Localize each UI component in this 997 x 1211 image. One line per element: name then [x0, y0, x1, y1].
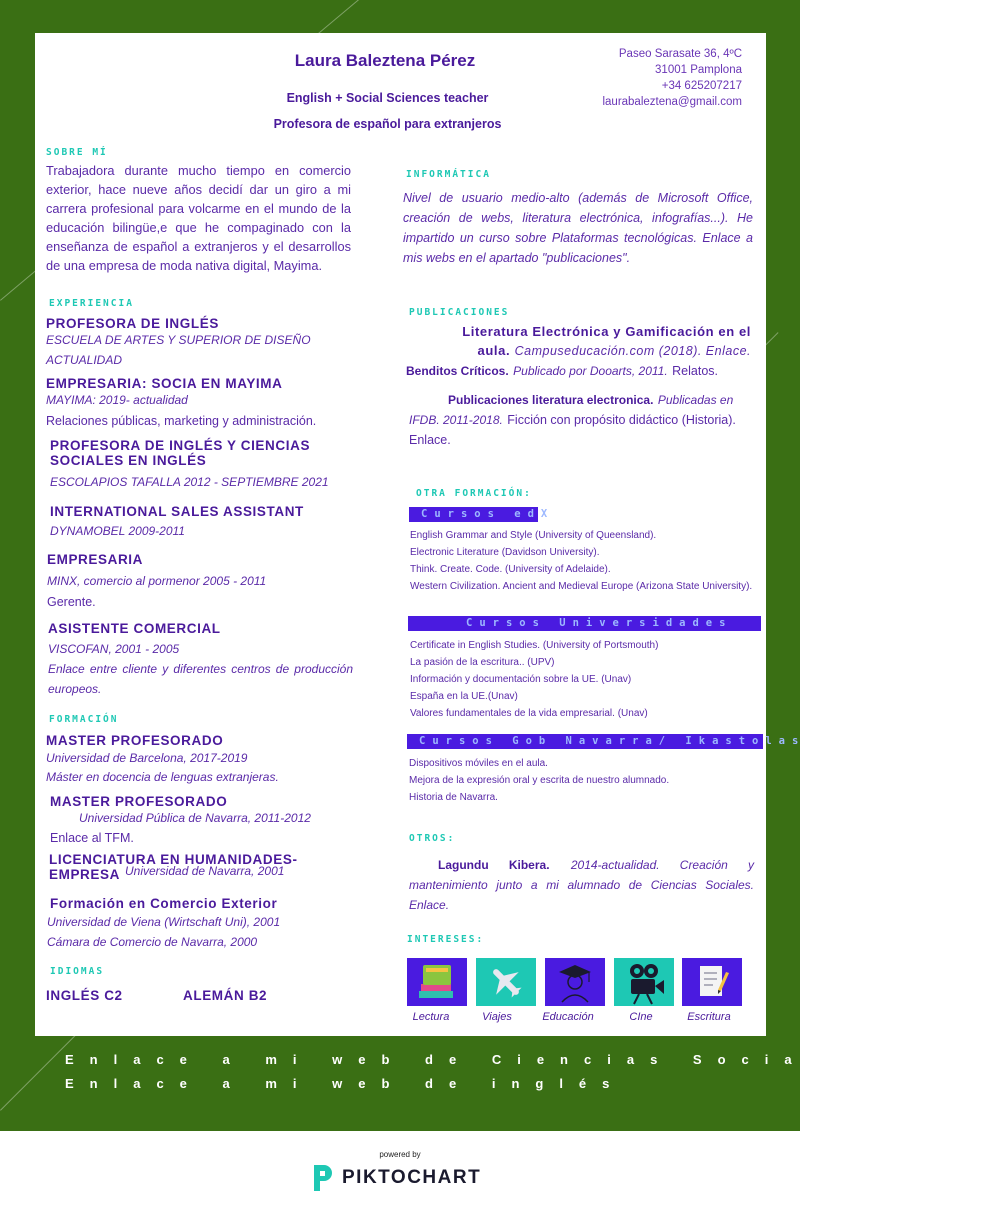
link-english-web[interactable]: Enlace a mi web de inglés	[65, 1076, 626, 1091]
contact-address: Paseo Sarasate 36, 4ºC	[618, 48, 742, 60]
education-title: LICENCIATURA EN HUMANIDADES- EMPRESA	[49, 852, 298, 882]
job-title: PROFESORA DE INGLÉS Y CIENCIAS SOCIALES EN INGLÉS	[50, 438, 311, 468]
section-title-sobre-mi: SOBRE MÍ	[46, 147, 108, 158]
job-detail: ESCOLAPIOS TAFALLA 2012 - SEPTIEMBRE 2021	[50, 475, 329, 489]
job-title: ASISTENTE COMERCIAL	[48, 621, 221, 636]
job-detail: ACTUALIDAD	[46, 353, 123, 367]
education-detail: Universidad de Barcelona, 2017-2019	[46, 751, 248, 765]
course-item: La pasión de la escritura.. (UPV)	[410, 657, 555, 668]
education-title: MASTER PROFESORADO	[46, 733, 224, 748]
section-title-idiomas: IDIOMAS	[50, 966, 105, 977]
course-item: Think. Create. Code. (University of Adelaide).	[410, 564, 611, 575]
interest-label: Escritura	[687, 1011, 731, 1023]
sobre-mi-text: Trabajadora durante mucho tiempo en comercio exterior, hace nueve años decidí dar un giro a mi carrera profesional para volcarme en el mundo de la educación bilingüe,e que he compaginado con la enseñanza de español a extranjeros y el desarrollos de una empresa de moda nativa digital, Mayima.	[46, 163, 351, 273]
course-item: Electronic Literature (Davidson University).	[410, 547, 600, 558]
education-detail: Universidad de Navarra, 2001	[125, 864, 285, 878]
interest-label: Viajes	[482, 1011, 512, 1023]
publication-1	[433, 322, 751, 361]
powered-by-label: powered by	[379, 1150, 421, 1159]
course-group-bar: Cursos Gob Navarra/ Ikastolas	[407, 734, 763, 749]
resume-sheet	[35, 33, 806, 1036]
course-group-bar: Cursos Universidades	[408, 616, 761, 631]
education-detail: Universidad Pública de Navarra, 2011-2012	[79, 811, 311, 825]
piktochart-wordmark: PIKTOCHART	[342, 1167, 482, 1188]
section-title-formacion: FORMACIÓN	[49, 714, 119, 725]
airplane-icon	[476, 958, 536, 1006]
course-list	[410, 637, 763, 722]
job-detail: MAYIMA: 2019- actualidad	[46, 393, 188, 407]
language-item: ALEMÁN B2	[183, 988, 268, 1003]
piktochart-logo[interactable]	[310, 1163, 481, 1193]
contact-info	[602, 46, 742, 110]
publication-title: Benditos Críticos.	[406, 364, 509, 378]
education-title: MASTER PROFESORADO	[50, 794, 228, 809]
course-group-bar: Cursos edX	[409, 507, 538, 522]
person-name: Laura Baleztena Pérez	[294, 51, 476, 70]
section-title-intereses: INTERESES:	[407, 934, 485, 945]
contact-city: 31001 Pamplona	[655, 64, 742, 76]
job-description: Relaciones públicas, marketing y administración.	[46, 414, 317, 428]
subtitle-spanish: Profesora de español para extranjeros	[273, 117, 502, 131]
course-list	[410, 527, 763, 595]
job-title: EMPRESARIA	[47, 552, 144, 567]
section-title-otros: OTROS:	[409, 833, 456, 844]
course-item: España en la UE.(Unav)	[410, 691, 518, 702]
education-title: Formación en Comercio Exterior	[50, 896, 278, 911]
job-detail: ESCUELA DE ARTES Y SUPERIOR DE DISEÑO	[46, 333, 311, 347]
publication-title: Publicaciones literatura electronica.	[448, 393, 654, 407]
publication-2	[406, 361, 766, 381]
interest-lectura-tile	[407, 958, 467, 1006]
job-detail: MINX, comercio al pormenor 2005 - 2011	[47, 574, 267, 588]
course-item: English Grammar and Style (University of Queensland).	[410, 530, 657, 541]
interest-label: Lectura	[412, 1011, 450, 1023]
link-social-sciences-web[interactable]: Enlace a mi web de Ciencias Sociales	[65, 1052, 874, 1067]
section-title-informatica: INFORMÁTICA	[406, 169, 491, 180]
language-item: INGLÉS C2	[46, 988, 123, 1003]
interest-escritura-tile	[682, 958, 742, 1006]
course-item: Valores fundamentales de la vida empresarial. (Unav)	[410, 708, 648, 719]
education-detail: Enlace al TFM.	[50, 831, 134, 845]
course-list	[409, 755, 762, 806]
job-title: PROFESORA DE INGLÉS	[46, 316, 219, 331]
publication-title: Literatura Electrónica y Gamificación en el aula.	[462, 324, 751, 358]
publication-desc: Relatos.	[672, 364, 718, 378]
film-camera-icon	[614, 958, 674, 1006]
interest-viajes-tile	[476, 958, 536, 1006]
job-title: EMPRESARIA: SOCIA EN MAYIMA	[46, 376, 283, 391]
section-title-experiencia: EXPERIENCIA	[49, 298, 134, 309]
job-detail: VISCOFAN, 2001 - 2005	[48, 642, 180, 656]
otros-desc: 2014-actualidad. Creación y mantenimiento junto a mi alumnado de Ciencias Sociales. Enlace.	[409, 858, 754, 912]
section-title-otra-formacion: OTRA FORMACIÓN:	[416, 488, 532, 499]
job-title: INTERNATIONAL SALES ASSISTANT	[50, 504, 304, 519]
notepad-pencil-icon	[682, 958, 742, 1006]
education-detail: Universidad de Viena (Wirtschaft Uni), 2001	[47, 915, 281, 929]
interest-educacion-tile	[545, 958, 605, 1006]
interest-label: CIne	[629, 1011, 653, 1023]
course-item: Información y documentación sobre la UE. (Unav)	[410, 674, 632, 685]
publication-source[interactable]: Campuseducación.com (2018). Enlace.	[514, 344, 751, 358]
piktochart-logo-icon	[310, 1163, 334, 1193]
education-detail: Cámara de Comercio de Navarra, 2000	[47, 935, 258, 949]
contact-phone: +34 625207217	[661, 80, 742, 92]
job-detail: DYNAMOBEL 2009-2011	[50, 524, 185, 538]
course-item: Mejora de la expresión oral y escrita de nuestro alumnado.	[409, 775, 670, 786]
publication-source: Publicado por Dooarts, 2011.	[513, 364, 668, 378]
course-item: Dispositivos móviles en el aula.	[409, 758, 548, 769]
education-detail: Máster en docencia de lenguas extranjeras.	[46, 770, 279, 784]
course-item: Certificate in English Studies. (University of Portsmouth)	[410, 640, 659, 651]
course-item: Western Civilization. Ancient and Medieval Europe (Arizona State University).	[410, 581, 753, 592]
publication-source: Publicadas en IFDB. 2011-2018.	[409, 393, 734, 427]
section-title-publicaciones: PUBLICACIONES	[409, 307, 510, 318]
graduate-icon	[545, 958, 605, 1006]
otros-text	[409, 855, 754, 915]
contact-email[interactable]: laurabaleztena@gmail.com	[602, 96, 742, 108]
interest-cine-tile	[614, 958, 674, 1006]
job-description: Enlace entre cliente y diferentes centros de producción europeos.	[48, 662, 353, 696]
publication-desc: Ficción con propósito didáctico (Historia). Enlace.	[409, 413, 736, 447]
interest-label: Educación	[542, 1011, 594, 1023]
informatica-text: Nivel de usuario medio-alto (además de Microsoft Office, creación de webs, literatura electrónica, infografías...). He impartido un curso sobre Plataformas tecnológicas. Enlace a mis webs en el apartado "publicaciones".	[403, 191, 753, 265]
publication-3	[409, 390, 754, 450]
otros-project: Lagundu Kibera.	[438, 858, 550, 872]
subtitle-teacher: English + Social Sciences teacher	[286, 91, 489, 105]
course-item: Historia de Navarra.	[409, 792, 498, 803]
job-description: Gerente.	[47, 595, 96, 609]
books-icon	[407, 958, 467, 1006]
